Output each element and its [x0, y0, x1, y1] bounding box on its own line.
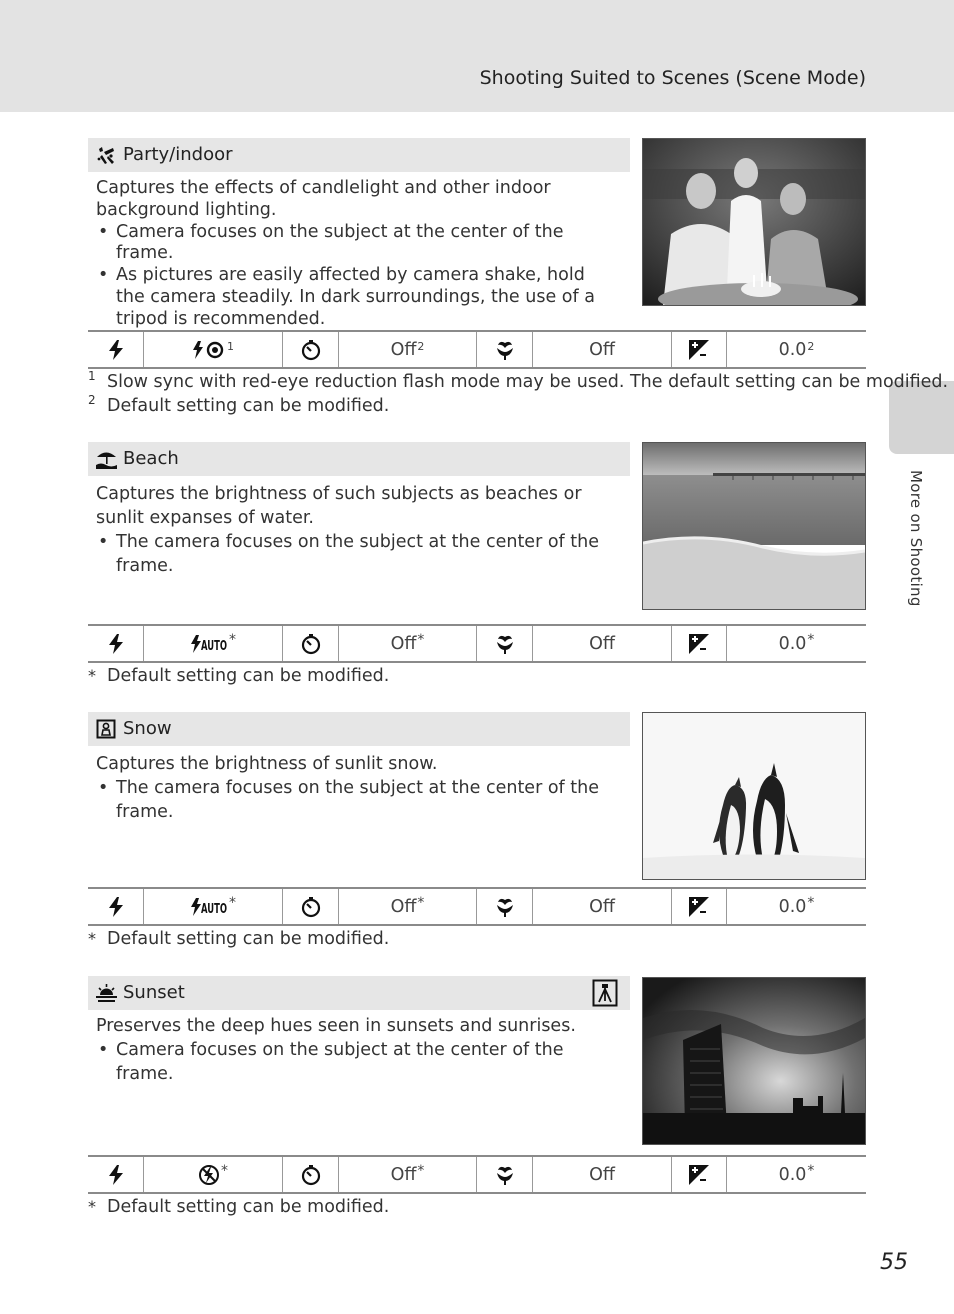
- svg-text:AUTO: AUTO: [201, 901, 227, 917]
- snow-sample-photo: [642, 712, 866, 880]
- auto-flash-icon: [190, 897, 228, 917]
- sunset-sample-photo: [642, 977, 866, 1145]
- scene-description: [96, 178, 616, 331]
- footnote-mark: *: [417, 1162, 425, 1179]
- exposure-compensation-value: 0.0 $^2$: [778, 339, 815, 360]
- bullet-item: • As pictures are easily affected by camera shake, hold the camera steadily. In dark surroundings, the use of a tripod is recommended.: [96, 265, 616, 330]
- macro-mode-icon: [477, 889, 533, 924]
- header-band: [0, 0, 954, 112]
- sunset-icon: [96, 983, 117, 1003]
- footnote: 1 Slow sync with red-eye reduction flash mode may be used. The default setting can be modified.: [88, 369, 949, 392]
- footnote-mark: *: [807, 1162, 815, 1179]
- bullet-item: • Camera focuses on the subject at the center of the frame.: [96, 1038, 616, 1086]
- bullet-item: • Camera focuses on the subject at the center of the frame.: [96, 222, 616, 266]
- footnote-mark: *: [221, 1162, 228, 1179]
- bullet-item: • The camera focuses on the subject at the center of the frame.: [96, 776, 616, 824]
- flash-mode-icon: [88, 889, 144, 924]
- scene-title-bar: [88, 976, 630, 1010]
- bullet-item: • The camera focuses on the subject at the center of the frame.: [96, 530, 616, 578]
- beach-sample-photo: [642, 442, 866, 610]
- flash-mode-icon: [88, 626, 144, 661]
- macro-mode-icon: [477, 1157, 533, 1192]
- macro-mode-value: Off: [533, 889, 672, 924]
- self-timer-value: Off *: [339, 626, 477, 661]
- scene-title-bar: [88, 138, 630, 172]
- scene-name: Party/indoor: [123, 144, 233, 165]
- exposure-compensation-icon: [672, 889, 727, 924]
- scene-title-bar: [88, 712, 630, 746]
- scene-bullet-list: [96, 776, 616, 824]
- macro-mode-icon: [477, 332, 533, 367]
- scene-title-bar: [88, 442, 630, 476]
- footnote: * Default setting can be modified.: [88, 666, 390, 686]
- scene-section-sunset: [88, 976, 866, 1226]
- self-timer-icon: [283, 889, 339, 924]
- scene-bullet-list: [96, 530, 616, 578]
- page-number: 55: [880, 1250, 908, 1275]
- scene-name: Beach: [123, 448, 179, 469]
- self-timer-value: Off $^2$: [339, 332, 477, 367]
- scene-bullet-list: [96, 222, 616, 331]
- scene-name: Sunset: [123, 982, 185, 1003]
- self-timer-icon: [283, 1157, 339, 1192]
- self-timer-value: Off *: [339, 1157, 477, 1192]
- footnote-mark: 1: [227, 340, 234, 353]
- tripod-icon: [592, 979, 618, 1007]
- slow-sync-red-eye-icon: [192, 340, 226, 360]
- scene-section-party-indoor: [88, 138, 949, 428]
- macro-mode-icon: [477, 626, 533, 661]
- macro-mode-value: Off: [533, 1157, 672, 1192]
- scene-description: [96, 752, 616, 824]
- footnote-mark: *: [417, 894, 425, 911]
- footnote-mark: 2: [417, 340, 425, 353]
- scene-description-text: Captures the effects of candlelight and other indoor background lighting.: [96, 178, 551, 220]
- exposure-compensation-icon: [672, 626, 727, 661]
- macro-mode-value: Off: [533, 626, 672, 661]
- footnote-mark: *: [807, 631, 815, 648]
- page-header-title: Shooting Suited to Scenes (Scene Mode): [479, 67, 866, 89]
- scene-description-text: Preserves the deep hues seen in sunsets and sunrises.: [96, 1016, 576, 1036]
- flash-mode-value: [144, 626, 283, 661]
- scene-section-snow: [88, 712, 866, 957]
- footnote: * Default setting can be modified.: [88, 1197, 390, 1217]
- svg-text:AUTO: AUTO: [201, 638, 227, 654]
- scene-description-text: Captures the brightness of such subjects as beaches or sunlit expanses of water.: [96, 484, 582, 528]
- scene-description: [96, 1014, 616, 1086]
- exposure-compensation-icon: [672, 332, 727, 367]
- self-timer-icon: [283, 332, 339, 367]
- footnote: * Default setting can be modified.: [88, 929, 390, 949]
- footnote-mark: *: [807, 894, 815, 911]
- scene-name: Snow: [123, 718, 172, 739]
- flash-off-icon: [198, 1164, 220, 1186]
- beach-icon: [96, 449, 117, 469]
- flash-mode-value: [144, 332, 283, 367]
- footnote-mark: *: [229, 631, 236, 648]
- default-settings-row: [88, 887, 866, 926]
- scene-description-text: Captures the brightness of sunlit snow.: [96, 754, 438, 774]
- default-settings-row: [88, 624, 866, 663]
- self-timer-value: Off *: [339, 889, 477, 924]
- flash-mode-icon: [88, 1157, 144, 1192]
- default-settings-row: [88, 1155, 866, 1194]
- snow-icon: [96, 719, 117, 739]
- party-sample-photo: [642, 138, 866, 306]
- footnote-mark: *: [229, 894, 236, 911]
- exposure-compensation-value: 0.0 *: [778, 894, 815, 917]
- footnote: 2 Default setting can be modified.: [88, 393, 390, 416]
- flash-mode-icon: [88, 332, 144, 367]
- footnote-mark: 2: [807, 340, 815, 353]
- flash-mode-value: [144, 1157, 283, 1192]
- footnote-mark: *: [417, 631, 425, 648]
- party-indoor-icon: [96, 145, 117, 165]
- self-timer-icon: [283, 626, 339, 661]
- flash-mode-value: [144, 889, 283, 924]
- exposure-compensation-icon: [672, 1157, 727, 1192]
- exposure-compensation-value: 0.0 *: [778, 631, 815, 654]
- scene-description: [96, 482, 616, 578]
- auto-flash-icon: [190, 634, 228, 654]
- chapter-tab-label: More on Shooting: [907, 470, 925, 607]
- scene-bullet-list: [96, 1038, 616, 1086]
- exposure-compensation-value: 0.0 *: [778, 1162, 815, 1185]
- default-settings-row: [88, 330, 866, 369]
- macro-mode-value: Off: [533, 332, 672, 367]
- scene-section-beach: [88, 442, 866, 692]
